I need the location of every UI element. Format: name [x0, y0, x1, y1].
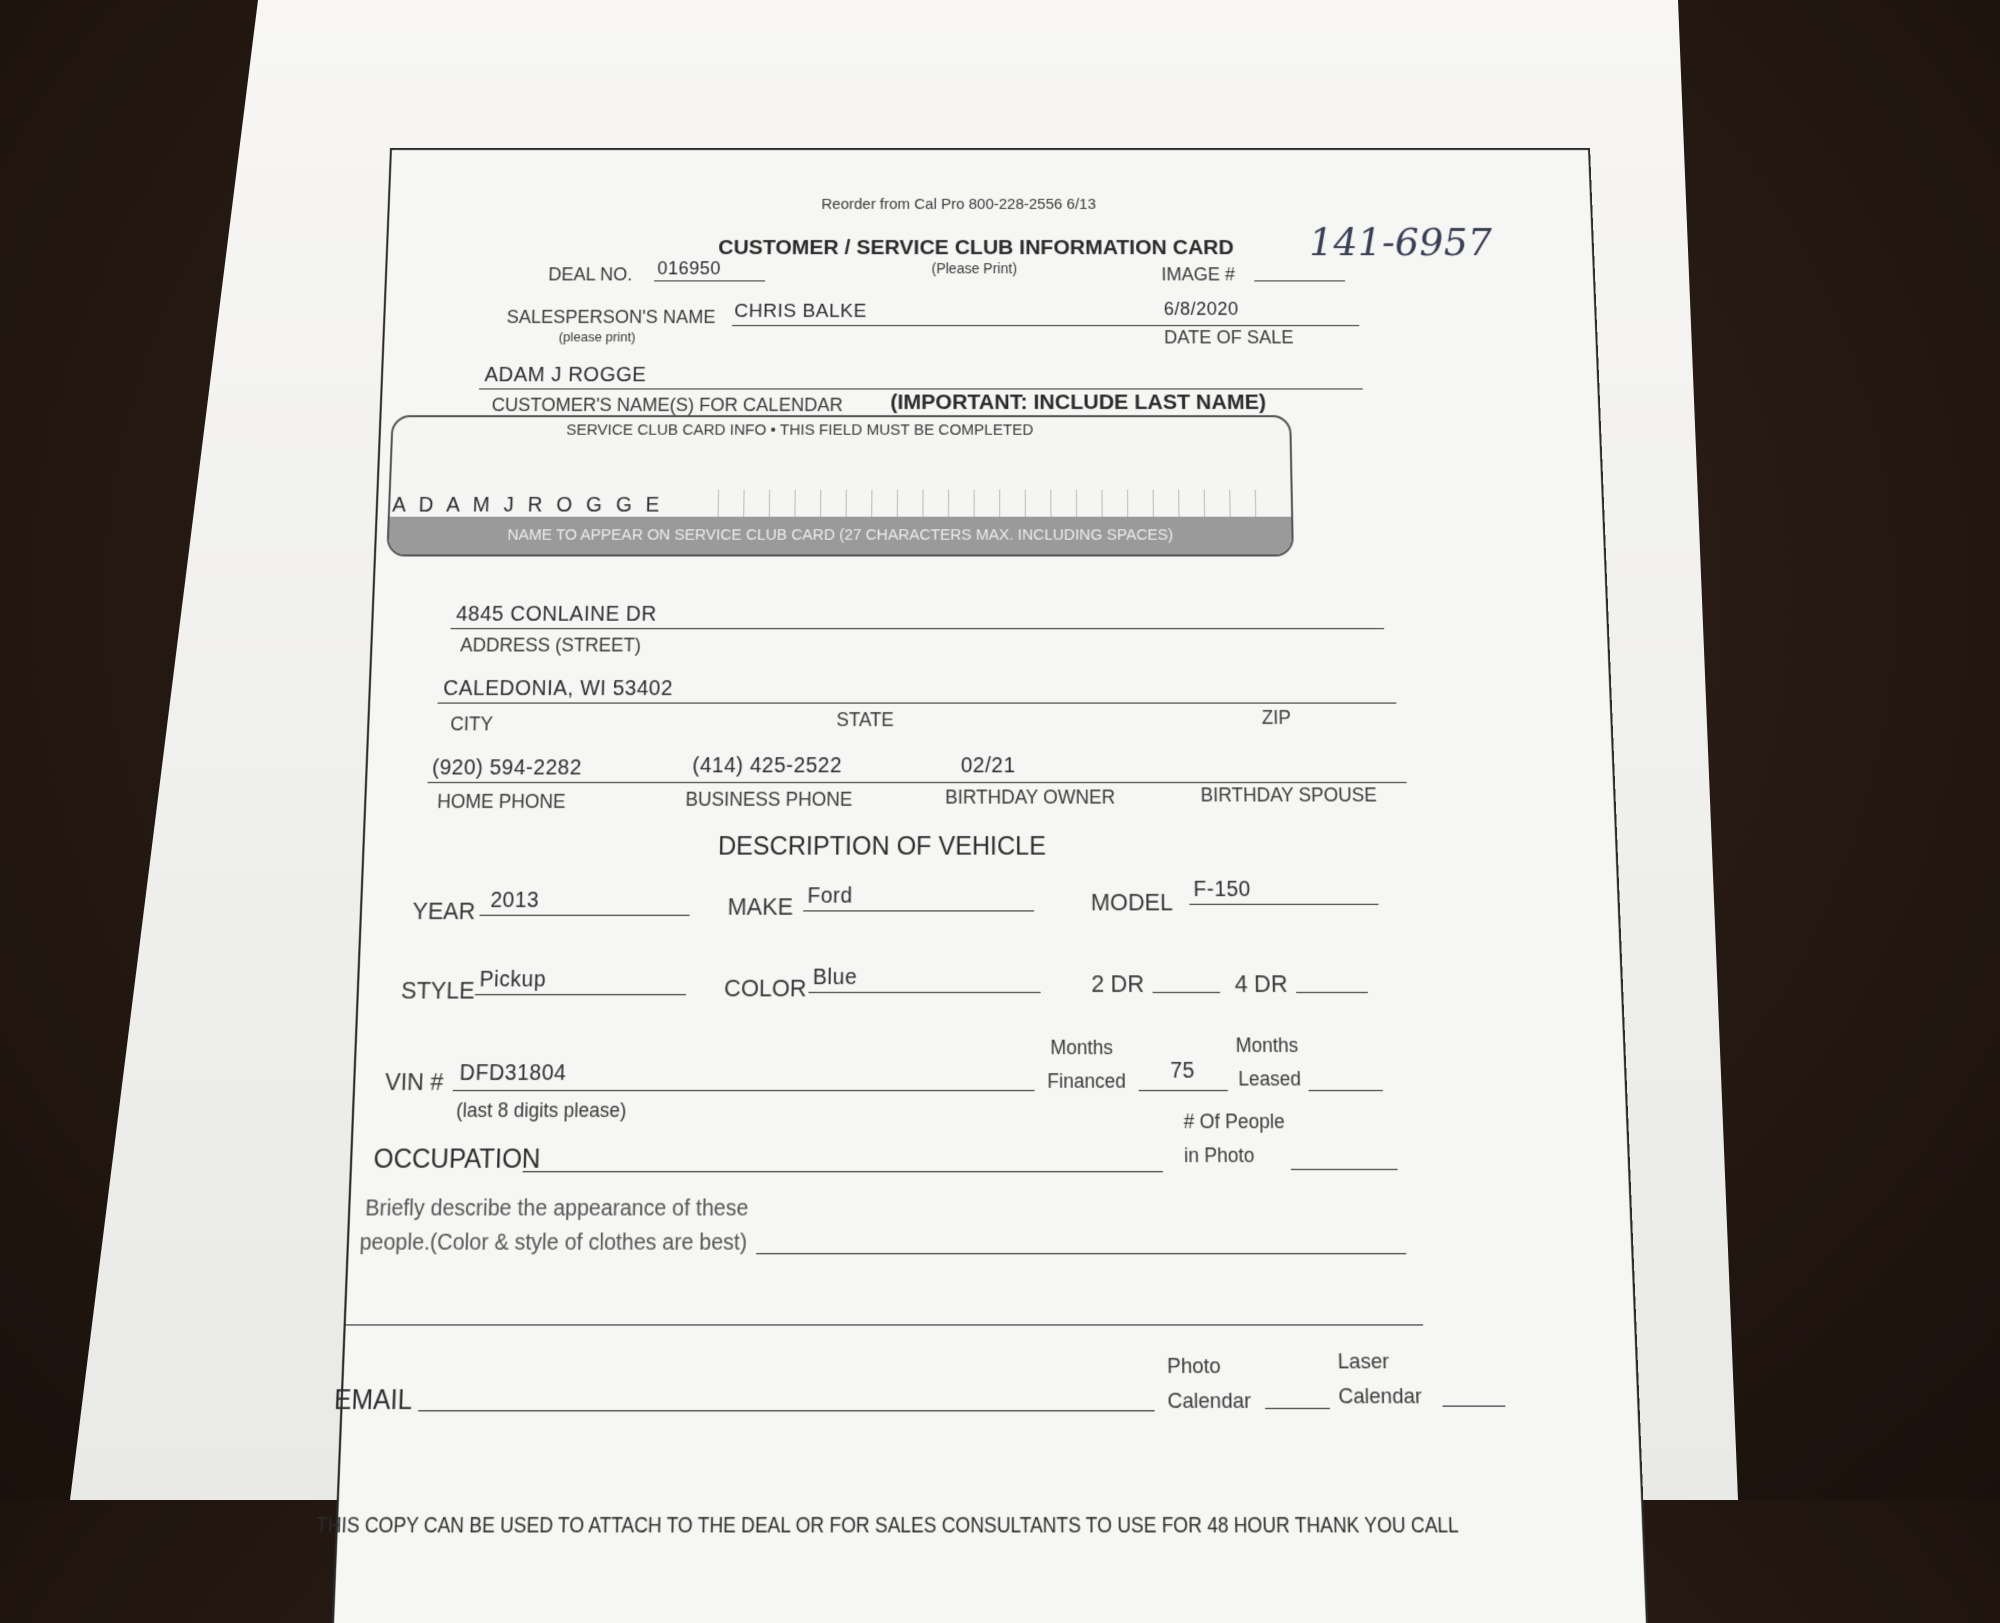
information-card: [315, 148, 1648, 1623]
form-title: CUSTOMER / SERVICE CLUB INFORMATION CARD: [718, 236, 1234, 260]
people-in-photo-label-2: in Photo: [1183, 1144, 1255, 1167]
important-note: (IMPORTANT: INCLUDE LAST NAME): [890, 390, 1267, 415]
zip-label: ZIP: [1261, 706, 1292, 729]
service-club-header: SERVICE CLUB CARD INFO • THIS FIELD MUST BE COMPLETED: [566, 421, 1034, 439]
people-in-photo-label-1: # Of People: [1183, 1110, 1285, 1133]
color-value[interactable]: Blue: [812, 965, 858, 990]
vin-value[interactable]: DFD31804: [459, 1060, 567, 1086]
service-club-box: [386, 415, 1294, 556]
year-label: YEAR: [411, 897, 476, 925]
months-leased-label-top: Months: [1235, 1034, 1299, 1057]
laser-calendar-label-1: Laser: [1337, 1349, 1390, 1375]
address-label: ADDRESS (STREET): [459, 634, 642, 656]
home-phone-label: HOME PHONE: [436, 790, 566, 813]
date-of-sale-value[interactable]: 6/8/2020: [1163, 298, 1239, 319]
city-value[interactable]: CALEDONIA, WI 53402: [442, 676, 674, 701]
laser-calendar-label-2: Calendar: [1338, 1384, 1423, 1410]
home-phone-value[interactable]: (920) 594-2282: [431, 756, 583, 780]
deal-no-value[interactable]: 016950: [657, 258, 722, 279]
occupation-label: OCCUPATION: [373, 1144, 541, 1175]
customer-name-label: CUSTOMER'S NAME(S) FOR CALENDAR: [491, 394, 843, 416]
vin-label: VIN #: [384, 1067, 444, 1096]
financed-value[interactable]: 75: [1170, 1058, 1196, 1084]
service-club-footer: NAME TO APPEAR ON SERVICE CLUB CARD (27 CHARACTERS MAX. INCLUDING SPACES): [388, 517, 1291, 555]
footer-note: THIS COPY CAN BE USED TO ATTACH TO THE DEAL OR FOR SALES CONSULTANTS TO USE FOR 48 HOUR THANK YOU CALL: [315, 1513, 1460, 1539]
style-label: STYLE: [400, 976, 476, 1005]
deal-no-label: DEAL NO.: [548, 264, 633, 285]
business-phone-value[interactable]: (414) 425-2522: [692, 753, 843, 778]
business-phone-label: BUSINESS PHONE: [685, 788, 853, 811]
two-door-label: 2 DR: [1091, 969, 1145, 998]
make-value[interactable]: Ford: [807, 884, 853, 909]
financed-label: Financed: [1047, 1069, 1127, 1093]
model-value[interactable]: F-150: [1193, 877, 1252, 902]
describe-line-2: people.(Color & style of clothes are best): [359, 1230, 748, 1256]
make-label: MAKE: [727, 892, 794, 921]
salesperson-label: SALESPERSON'S NAME: [506, 306, 716, 328]
months-financed-label-top: Months: [1050, 1036, 1113, 1059]
customer-name-value[interactable]: ADAM J ROGGE: [484, 363, 647, 387]
vehicle-section-title: DESCRIPTION OF VEHICLE: [717, 831, 1046, 862]
image-number-handwritten: 141-6957: [1308, 219, 1493, 265]
salesperson-sublabel: (please print): [558, 329, 636, 345]
photo-calendar-label-1: Photo: [1166, 1354, 1221, 1379]
leased-label: Leased: [1238, 1067, 1302, 1091]
email-label: EMAIL: [333, 1384, 413, 1417]
color-label: COLOR: [723, 974, 807, 1002]
birthday-spouse-label: BIRTHDAY SPOUSE: [1200, 784, 1378, 806]
state-label: STATE: [836, 708, 894, 731]
birthday-owner-value[interactable]: 02/21: [960, 753, 1016, 778]
address-value[interactable]: 4845 CONLAINE DR: [455, 602, 658, 626]
photo-calendar-label-2: Calendar: [1167, 1389, 1252, 1414]
salesperson-value[interactable]: CHRIS BALKE: [734, 300, 867, 323]
year-value[interactable]: 2013: [490, 888, 540, 913]
city-label: CITY: [449, 713, 494, 735]
please-print-note: (Please Print): [931, 260, 1018, 277]
style-value[interactable]: Pickup: [479, 967, 547, 992]
describe-line-1: Briefly describe the appearance of these: [364, 1196, 749, 1222]
birthday-owner-label: BIRTHDAY OWNER: [945, 786, 1116, 808]
four-door-label: 4 DR: [1234, 969, 1288, 998]
date-of-sale-label: DATE OF SALE: [1164, 327, 1294, 348]
model-label: MODEL: [1090, 888, 1174, 916]
reorder-note: Reorder from Cal Pro 800-228-2556 6/13: [821, 195, 1096, 213]
service-club-name[interactable]: A D A M J R O G G E: [391, 493, 664, 517]
vin-sublabel: (last 8 digits please): [455, 1098, 627, 1122]
image-label: IMAGE #: [1161, 264, 1236, 285]
